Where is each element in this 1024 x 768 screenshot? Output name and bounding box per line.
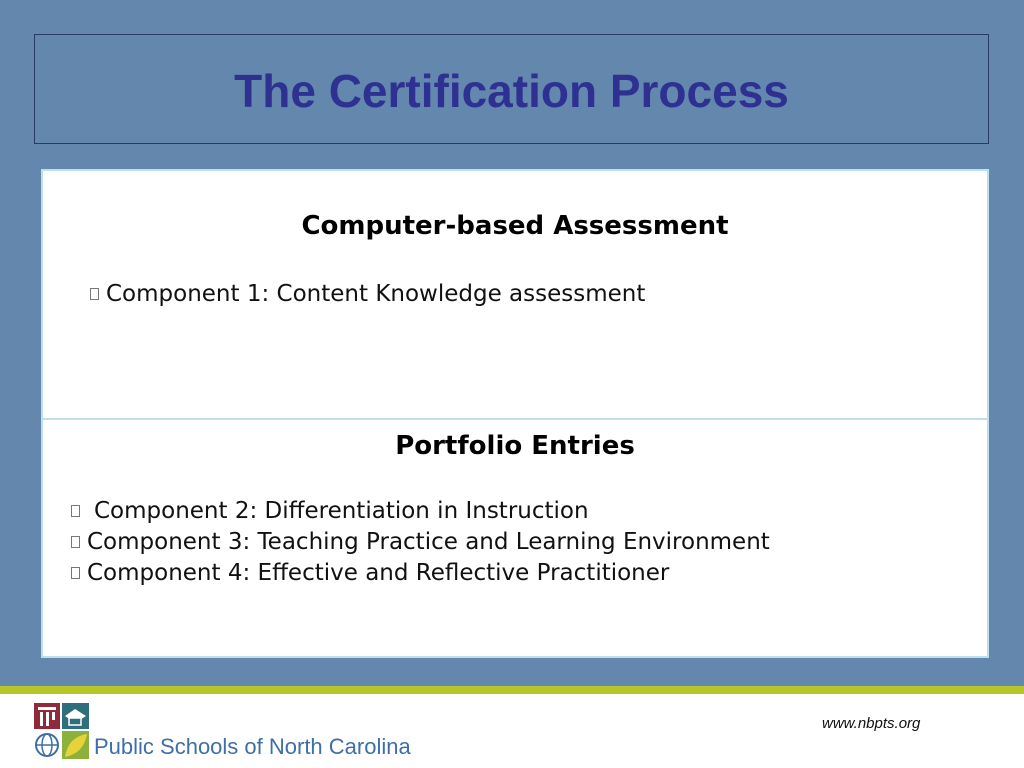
list-item — [71, 529, 770, 555]
bullet-box-icon — [71, 567, 80, 579]
footer-url[interactable]: www.nbpts.org — [822, 715, 921, 732]
bullet-box-icon — [90, 288, 99, 300]
section-heading: Computer-based Assessment — [301, 211, 729, 241]
accent-rule — [0, 686, 1024, 694]
list-item — [90, 281, 645, 307]
list-item-label: Component 1: Content Knowledge assessment — [106, 281, 646, 307]
section-portfolio-entries — [41, 418, 989, 658]
list-item — [71, 498, 589, 524]
nc-public-schools-logo-icon — [34, 703, 89, 759]
bullet-box-icon — [71, 505, 80, 517]
list-item — [71, 560, 669, 586]
list-item-label: Component 4: Effective and Reflective Practitioner — [87, 560, 670, 586]
title-frame — [34, 34, 989, 144]
bullet-box-icon — [71, 536, 80, 548]
section-computer-based-assessment — [41, 169, 989, 420]
slide-title: The Certification Process — [234, 65, 789, 117]
list-item-label: Component 3: Teaching Practice and Learning Environment — [87, 529, 770, 555]
section-heading: Portfolio Entries — [395, 431, 635, 461]
organization-name: Public Schools of North Carolina — [94, 734, 411, 759]
list-item-label: Component 2: Differentiation in Instruction — [94, 498, 589, 524]
